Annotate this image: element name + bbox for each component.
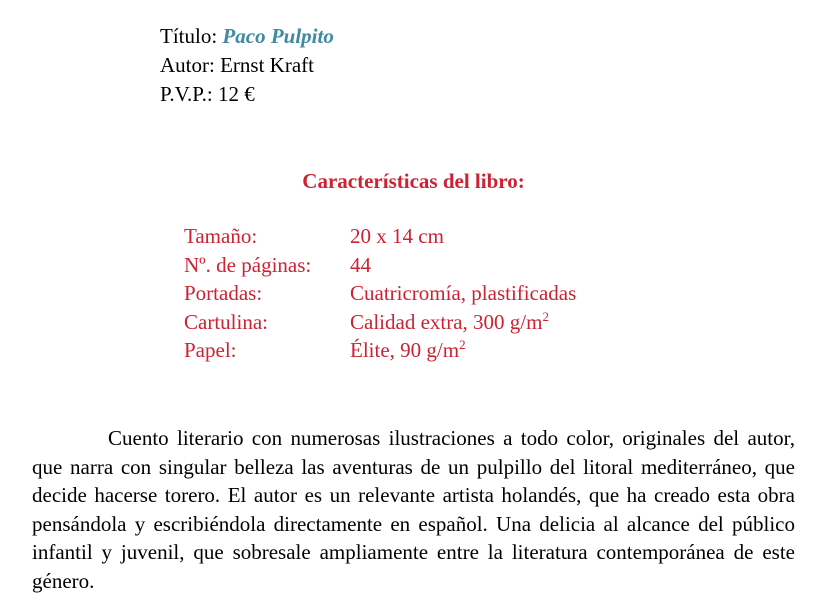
spec-label: Portadas: [184, 281, 263, 305]
spec-row-size [184, 222, 576, 251]
spec-value: Cuatricromía, plastificadas [350, 281, 577, 305]
spec-row-paper [184, 336, 576, 365]
spec-value: 44 [350, 252, 371, 277]
title-label: Título: [160, 24, 223, 48]
book-meta [160, 22, 334, 109]
spec-value: 20 x 14 cm [350, 224, 444, 248]
spec-value: Calidad extra, 300 $g/m^2$ [350, 308, 549, 334]
author-line [160, 51, 334, 80]
author-name: Ernst Kraft [220, 53, 314, 77]
book-title: Paco Pulpito [222, 24, 334, 48]
spec-label: Tamaño: [184, 224, 258, 248]
spec-label: Nº. de páginas: [184, 252, 312, 277]
price-label: P.V.P.: [160, 82, 218, 106]
price-value: 12 € [218, 82, 255, 106]
spec-row-cardstock [184, 308, 576, 337]
spec-row-pages [184, 251, 576, 280]
characteristics-table [184, 222, 576, 365]
book-description: Cuento literario con numerosas ilustraciones a todo color, originales del autor, que narra con singular belleza las aventuras de un pulpillo del litoral mediterráneo, que decide hacerse torero. El autor es un relevante artista holandés, que ha creado esta obra pensándola y escribiéndola directamente en español. Una delicia al alcance del público infantil y juvenil, que sobresale ampliamente entre la literatura contemporánea de este género. [32, 426, 795, 593]
spec-label: Cartulina: [184, 309, 268, 334]
price-line [160, 80, 334, 109]
spec-row-covers [184, 279, 576, 308]
author-label: Autor: [160, 53, 221, 77]
title-line [160, 22, 334, 51]
characteristics-heading: Características del libro: [302, 169, 525, 193]
spec-label: Papel: [184, 338, 237, 362]
spec-value: Élite, 90 $g/m^2$ [350, 337, 466, 362]
